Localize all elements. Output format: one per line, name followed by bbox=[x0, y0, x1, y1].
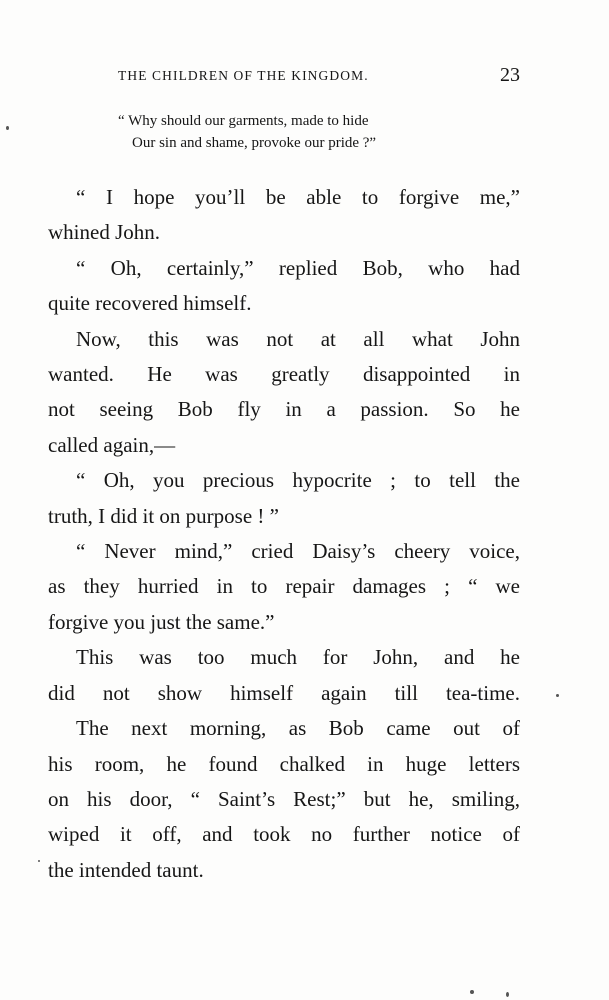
text-line: Now, this was not at all what John bbox=[76, 326, 520, 351]
text-line: wiped it off, and took no further notice of bbox=[48, 822, 520, 847]
text-line: The next morning, as Bob came out of bbox=[76, 716, 520, 741]
body-text bbox=[48, 180, 520, 888]
page-number: 23 bbox=[500, 64, 520, 86]
text-line: called again,— bbox=[48, 432, 176, 457]
paper-speck bbox=[470, 990, 474, 994]
running-head bbox=[48, 64, 520, 88]
epigraph-line: “ Why should our garments, made to hide bbox=[118, 113, 369, 129]
text-line: quite recovered himself. bbox=[48, 291, 252, 316]
text-line: the intended taunt. bbox=[48, 857, 204, 882]
paper-speck bbox=[38, 860, 40, 862]
text-line: forgive you just the same.” bbox=[48, 609, 275, 634]
paper-speck bbox=[556, 694, 559, 697]
text-line: “ I hope you’ll be able to forgive me,” bbox=[76, 185, 520, 209]
text-line: “ Oh, certainly,” replied Bob, who had bbox=[76, 255, 520, 280]
text-line: wanted. He was greatly disappointed in bbox=[48, 362, 520, 387]
text-line: truth, I did it on purpose ! ” bbox=[48, 503, 279, 528]
text-line: “ Oh, you precious hypocrite ; to tell the bbox=[76, 468, 520, 493]
text-line: “ Never mind,” cried Daisy’s cheery voice, bbox=[76, 539, 520, 564]
text-line: whined John. bbox=[48, 220, 160, 245]
text-line: on his door, “ Saint’s Rest;” but he, smiling, bbox=[48, 786, 520, 811]
text-line: did not show himself again till tea-time. bbox=[48, 680, 520, 705]
text-line: not seeing Bob fly in a passion. So he bbox=[48, 397, 520, 422]
text-line: his room, he found chalked in huge letters bbox=[48, 751, 520, 776]
paper-speck bbox=[506, 992, 509, 997]
text-line: as they hurried in to repair damages ; “ we bbox=[48, 574, 520, 599]
running-title: THE CHILDREN OF THE KINGDOM. bbox=[118, 68, 369, 83]
text-line: This was too much for John, and he bbox=[76, 645, 520, 670]
epigraph-line: Our sin and shame, provoke our pride ?” bbox=[132, 135, 377, 151]
epigraph bbox=[48, 110, 520, 154]
paper-speck bbox=[6, 126, 9, 130]
